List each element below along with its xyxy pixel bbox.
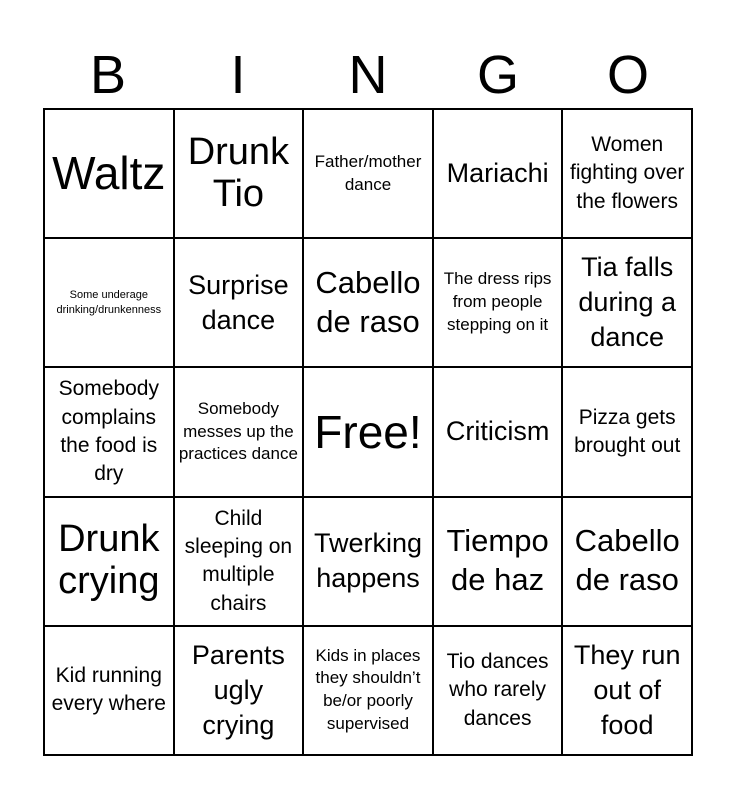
bingo-cell[interactable] <box>433 238 563 367</box>
cell-text: They run out of food <box>573 639 681 740</box>
cell-text: Cabello de raso <box>574 523 680 598</box>
bingo-cell[interactable] <box>562 109 692 238</box>
bingo-cell[interactable] <box>562 367 692 496</box>
header-letter-n: N <box>348 45 388 105</box>
cell-text: Father/mother dance <box>314 151 422 194</box>
bingo-cell[interactable] <box>174 109 304 238</box>
cell-text: Twerking happens <box>313 528 423 594</box>
cell-text: Somebody messes up the practices dance <box>178 398 298 464</box>
header-letter-b: B <box>89 45 127 105</box>
bingo-cell[interactable] <box>303 109 433 238</box>
cell-text: Pizza gets brought out <box>574 405 681 457</box>
bingo-cell[interactable] <box>433 626 563 755</box>
bingo-cell[interactable] <box>44 497 174 626</box>
cell-text: Some underage drinking/drunkenness <box>56 289 162 316</box>
bingo-cell[interactable] <box>174 238 304 367</box>
cell-text: Drunk Tio <box>187 130 290 215</box>
cell-text: Tia falls during a dance <box>578 252 676 353</box>
cell-text: Tio dances who rarely dances <box>446 649 549 730</box>
cell-text: Mariachi <box>446 158 549 189</box>
bingo-cell[interactable] <box>44 367 174 496</box>
header-letter-g: G <box>476 45 519 105</box>
free-space-label: Free! <box>314 405 422 458</box>
cell-text: Somebody complains the food is dry <box>58 377 159 486</box>
cell-text: Kids in places they shouldn’t be/or poorly supervised <box>315 645 421 734</box>
cell-text: Cabello de raso <box>315 265 421 339</box>
bingo-cell[interactable] <box>44 626 174 755</box>
bingo-cell[interactable] <box>562 497 692 626</box>
bingo-cell[interactable] <box>562 626 692 755</box>
header-letter-i: I <box>230 45 246 105</box>
bingo-board <box>43 108 693 756</box>
cell-text: Surprise dance <box>188 269 289 335</box>
bingo-cell[interactable] <box>174 626 304 755</box>
cell-text: The dress rips from people stepping on it <box>443 269 552 335</box>
bingo-cell[interactable] <box>303 497 433 626</box>
cell-text: Parents ugly crying <box>191 639 285 740</box>
bingo-cell[interactable] <box>174 497 304 626</box>
bingo-cell[interactable] <box>174 367 304 496</box>
bingo-cell[interactable] <box>433 367 563 496</box>
cell-text: Child sleeping on multiple chairs <box>184 506 293 615</box>
cell-text: Drunk crying <box>58 518 160 603</box>
cell-text: Women fighting over the flowers <box>569 133 685 213</box>
bingo-cell-free[interactable] <box>303 367 433 496</box>
cell-text: Tiempo de haz <box>446 523 549 598</box>
bingo-cell[interactable] <box>433 109 563 238</box>
bingo-cell[interactable] <box>433 497 563 626</box>
bingo-header <box>43 42 693 108</box>
bingo-cell[interactable] <box>44 109 174 238</box>
cell-text: Waltz <box>52 147 166 200</box>
bingo-cell[interactable] <box>303 626 433 755</box>
bingo-cell[interactable] <box>44 238 174 367</box>
bingo-cell[interactable] <box>303 238 433 367</box>
header-letter-o: O <box>606 45 649 105</box>
bingo-cell[interactable] <box>562 238 692 367</box>
cell-text: Criticism <box>445 416 550 447</box>
cell-text: Kid running every where <box>51 664 166 716</box>
